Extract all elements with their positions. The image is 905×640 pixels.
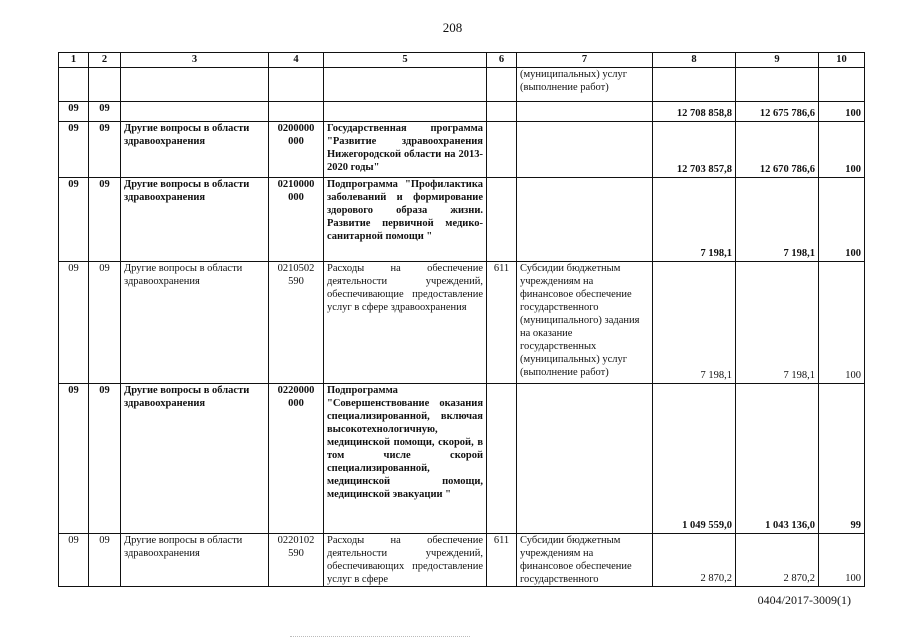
section-code-cell: 09 <box>59 384 89 534</box>
subsection-name-cell: Другие вопросы в области здравоохранения <box>121 178 269 262</box>
planned-amount-cell: 12 703 857,8 <box>653 122 736 178</box>
table-row <box>59 122 865 178</box>
target-article-name-cell: Подпрограмма "Совершенствование оказания специализированной, включая высокотехнологичную, медицинской помощи, скорой, в том числе скорой специализированной, медицинской помощи, медицинской эвакуации " <box>324 384 487 534</box>
subsection-name-cell <box>121 102 269 122</box>
expense-type-name-cell <box>517 122 653 178</box>
expense-type-name-cell <box>517 384 653 534</box>
target-article-cell: 0200000 000 <box>269 122 324 178</box>
expense-type-name-cell: (муниципальных) услуг (выполнение работ) <box>517 68 653 102</box>
subsection-name-cell: Другие вопросы в области здравоохранения <box>121 262 269 384</box>
table-header-row <box>59 53 865 68</box>
target-article-name-cell: Расходы на обеспечение деятельности учреждений, обеспечивающих предоставление услуг в сфере <box>324 534 487 587</box>
expense-type-cell: 611 <box>487 262 517 384</box>
table-row <box>59 102 865 122</box>
table-row <box>59 534 865 587</box>
expense-type-cell <box>487 68 517 102</box>
target-article-name-cell: Подпрограмма "Профилактика заболеваний и формирование здорового образа жизни. Развитие первичной медико-санитарной помощи " <box>324 178 487 262</box>
column-header: 4 <box>269 53 324 68</box>
expense-type-cell <box>487 384 517 534</box>
percent-cell: 100 <box>819 122 865 178</box>
expense-type-cell <box>487 122 517 178</box>
section-code-cell: 09 <box>59 262 89 384</box>
budget-table <box>58 52 865 587</box>
percent-cell: 100 <box>819 178 865 262</box>
subsection-name-cell: Другие вопросы в области здравоохранения <box>121 384 269 534</box>
target-article-name-cell <box>324 102 487 122</box>
executed-amount-cell: 1 043 136,0 <box>736 384 819 534</box>
subsection-code-cell: 09 <box>89 534 121 587</box>
planned-amount-cell: 12 708 858,8 <box>653 102 736 122</box>
target-article-cell: 0220000 000 <box>269 384 324 534</box>
column-header: 7 <box>517 53 653 68</box>
executed-amount-cell: 2 870,2 <box>736 534 819 587</box>
section-code-cell: 09 <box>59 102 89 122</box>
target-article-cell: 0210000 000 <box>269 178 324 262</box>
table-row <box>59 68 865 102</box>
table-row <box>59 262 865 384</box>
section-code-cell <box>59 68 89 102</box>
section-code-cell: 09 <box>59 122 89 178</box>
expense-type-name-cell: Субсидии бюджетным учреждениям на финансовое обеспечение государственного <box>517 534 653 587</box>
executed-amount-cell: 12 675 786,6 <box>736 102 819 122</box>
executed-amount-cell: 12 670 786,6 <box>736 122 819 178</box>
target-article-cell <box>269 102 324 122</box>
document-code: 0404/2017-3009(1) <box>757 593 851 607</box>
executed-amount-cell <box>736 68 819 102</box>
subsection-name-cell <box>121 68 269 102</box>
column-header: 2 <box>89 53 121 68</box>
percent-cell: 99 <box>819 384 865 534</box>
target-article-name-cell <box>324 68 487 102</box>
expense-type-cell <box>487 102 517 122</box>
column-header: 10 <box>819 53 865 68</box>
planned-amount-cell: 7 198,1 <box>653 262 736 384</box>
table-row <box>59 178 865 262</box>
subsection-code-cell: 09 <box>89 122 121 178</box>
percent-cell: 100 <box>819 262 865 384</box>
subsection-code-cell: 09 <box>89 102 121 122</box>
subsection-code-cell: 09 <box>89 262 121 384</box>
expense-type-cell: 611 <box>487 534 517 587</box>
section-code-cell: 09 <box>59 178 89 262</box>
target-article-cell: 0210502 590 <box>269 262 324 384</box>
target-article-name-cell: Расходы на обеспечение деятельности учреждений, обеспечивающие предоставление услуг в сфере здравоохранения <box>324 262 487 384</box>
percent-cell <box>819 68 865 102</box>
subsection-name-cell: Другие вопросы в области здравоохранения <box>121 122 269 178</box>
subsection-name-cell: Другие вопросы в области здравоохранения <box>121 534 269 587</box>
section-code-cell: 09 <box>59 534 89 587</box>
column-header: 1 <box>59 53 89 68</box>
target-article-cell: 0220102 590 <box>269 534 324 587</box>
bottom-edge-mark <box>290 636 470 638</box>
page-number: 208 <box>442 20 463 35</box>
expense-type-name-cell: Субсидии бюджетным учреждениям на финансовое обеспечение государственного (муниципального) задания на оказание государственных (муниципальных) услуг (выполнение работ) <box>517 262 653 384</box>
percent-cell: 100 <box>819 534 865 587</box>
column-header: 9 <box>736 53 819 68</box>
subsection-code-cell: 09 <box>89 178 121 262</box>
subsection-code-cell: 09 <box>89 384 121 534</box>
column-header: 5 <box>324 53 487 68</box>
planned-amount-cell: 7 198,1 <box>653 178 736 262</box>
planned-amount-cell: 1 049 559,0 <box>653 384 736 534</box>
column-header: 8 <box>653 53 736 68</box>
subsection-code-cell <box>89 68 121 102</box>
expense-type-cell <box>487 178 517 262</box>
target-article-cell <box>269 68 324 102</box>
column-header: 6 <box>487 53 517 68</box>
target-article-name-cell: Государственная программа "Развитие здравоохранения Нижегородской области на 2013-2020 годы" <box>324 122 487 178</box>
planned-amount-cell: 2 870,2 <box>653 534 736 587</box>
expense-type-name-cell <box>517 102 653 122</box>
executed-amount-cell: 7 198,1 <box>736 262 819 384</box>
column-header: 3 <box>121 53 269 68</box>
executed-amount-cell: 7 198,1 <box>736 178 819 262</box>
planned-amount-cell <box>653 68 736 102</box>
percent-cell: 100 <box>819 102 865 122</box>
table-row <box>59 384 865 534</box>
expense-type-name-cell <box>517 178 653 262</box>
